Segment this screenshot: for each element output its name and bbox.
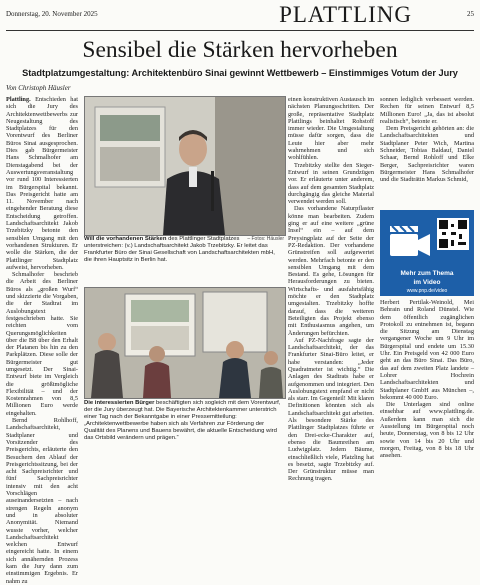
photo-illustration <box>85 288 285 398</box>
article-byline: Von Christoph Häusler <box>6 84 71 92</box>
caption-lead: Will die vorhandenen Stärken <box>84 236 167 242</box>
paragraph: sonnen lediglich verbessert werden. Rechen für seinen Entwurf 8,5 Millionen Euro! „Ja, das ist absolut realistisch“, betonte er. <box>380 96 474 125</box>
dateline: Plattling. <box>6 96 31 103</box>
caption-text: beschäftigten sich sogleich mit dem Vorentwurf, der die Jury überzeugt hat. Die Bayerische Architektenkammer unterstrich einer Tag nach der Bekanntgabe in einer Pressemitteilung: „Architektenwettbewerbe haben sich als Verfahren zur Förderung der Qualität des Planens und Bauens bewährt, die aktuelle Entscheidung wird das Ortsbild verändern und prägen.“ <box>84 400 281 441</box>
paragraph: Entschieden hat sich die Jury des Architektenwettbewerbs zur Neugestaltung des Stadtplatzes für den Vorentwurf des Berliner Büros Sinai ausgesprochen. Dies gab Bürgermeister Hans Schmalhofer am Dienstagabend bei der Auswertungsveranstaltung vor rund 100 Interessierten im Bürgerspital bekannt. Das Preisgericht hatte am 11. November nach eingehender Beratung diese Entscheidung getroffen. Landschaftsarchitekt Jakob Trzebitzky betonte den sensiblen Umgang mit den vorhandenen Strukturen. Er wolle die Stärken, die der Plattlinger Stadtplatz aufweist, hervorheben. <box>6 96 79 271</box>
paragraph: einen konstruktiven Austausch im nächsten Planungsschritten. Der große, repräsentative Stadtplatz Plattlings beinhaltet Rohstoff immer wieder. Die Umgestaltung müsse dafür sorgen, dass die Leute hier aber mehr wahrnehmen und sich wohlfühlen. <box>288 96 374 162</box>
page-header <box>6 2 474 31</box>
article-subheadline: Stadtplatzumgestaltung: Architektenbüro Sinai gewinnt Wettbewerb – Einstimmiges Votum der Jury <box>22 68 458 78</box>
article-column-3 <box>288 96 374 483</box>
article-headline: Sensibel die Stärken hervorheben <box>82 37 398 63</box>
paragraph: Trzebitzky stellte den Sieger-Entwurf in seinen Grundzügen vor. Er erläuterte unter anderem, dass auf dem gesamten Stadtplatz durchgängig das gleiche Material verwendet werden soll. <box>288 161 374 206</box>
photo-architect-speaking <box>84 96 286 236</box>
paragraph: Bernd Rohlhoff, Landschaftsarchitekt, Stadtplaner und Vorsitzender des Preisgerichts, erläuterte den Besuchern den Ablauf der Preisgerichtssitzung, bei der acht Sachpreisrichter und fünf Sachpreisrichter intensiv mit den acht Vorschlägen auseinandersetzten – nach strengen Regeln anonym und in absoluter Anonymität. Niemand wusste vorher, welcher Landschaftsarchitekt welchen Entwurf eingereicht hatte. In einem sich annähernden Prozess kam die Jury dann zum einstimmigen Ergebnis. Er nahm zu <box>6 417 78 585</box>
caption-text: des Plattlinger Stadtplatzes unterstreichen: (v.) Landschaftsarchitekt Jakob Trzebitzky. Er leitet das Frankfurter Büro der Sinai Gesellschaft von Landschaftsarchitekten mbH, die ihren Hauptsitz in Berlin hat. <box>84 236 275 263</box>
photo-caption-2 <box>84 400 284 442</box>
video-promo-box[interactable] <box>380 210 474 296</box>
issue-date: Donnerstag, 20. November 2025 <box>6 10 98 18</box>
photo-illustration <box>85 97 285 235</box>
paragraph: Dem Preisgericht gehörten an: die Landschaftsarchitekten und Stadtplaner Peter Wich, Martina Schneider, Tobias Baldauf, Daniel Schaar, Bernd Rohloff und Elke Berger, Sachpreisrichter waren Bürgermeister Hans Schmalhofer und die Stadträtin Markus Schmid, <box>380 125 474 184</box>
promo-url[interactable]: www.pnp.de/video <box>406 288 448 294</box>
paragraph: Auf PZ-Nachfrage sagte der Landschaftsarchitekt, der das Frankfurter Sinai-Büro leitet, er habe verstanden: „Jeder Quadratmeter ist wichtig.“ Die Anlagen des Stadtrats habe er aufgenommen und integriert. Den Auslobungstext empfand er nicht als starr. Im Gegenteil! Mit klaren Definitionen könnten sich als Landschaftsarchitekt gut arbeiten. Als besondere Stärke des Plattlinger Stadtplatzes führte er den Drei-ecke-Charakter auf, ebenso die Baumreihen am Ludwigplatz. Jedem Bäume, einschließlich viele, Platzling hat es besetzt, sagte Trzebitzky auf. Der Grünstruktur müsse man Rechnung tragen. <box>288 336 374 483</box>
caption-lead: Die interessierten Bürger <box>84 400 155 406</box>
article-column-1 <box>6 96 79 585</box>
promo-text: Mehr zum Thema <box>400 270 454 277</box>
article-column-4-continued <box>380 299 474 460</box>
page-number: 25 <box>467 10 474 18</box>
paragraph: Schmalhofer beschrieb die Arbeit des Berliner Büros als „großen Wurf“ und skizzierte die Vorgaben, die der Stadtrat im Auslobungstext festgeschrieben hatte. Sie reichten vom Querungsmöglichkeiten über die B8 über den Erhalt der Platanen bis hin zu den Parkplätzen. Diese solle der Bürgermeister gut umgesetzt. Der Sinai-Entwurf biete im Vergleich die größtmögliche Flexibilität – und der Kostenrahmen von 8,5 Millionen Euro werde eingehalten. <box>6 271 78 417</box>
article-column-4 <box>380 96 474 208</box>
promo-text: im Video <box>413 279 441 286</box>
section-title: PLATTLING <box>279 2 412 27</box>
paragraph: Herbert Pertilak-Weinold, Mei Behrain und Roland Dünstel. Wie dem öffentlich zugänglichen Protokoll zu entnehmen ist, begann die Sitzung am Dienstag vergangener Woche um 9 Uhr im Bürgerspital und endete um 15.30 Uhr. Ein Preisgeld von 42 000 Euro geht an das Büro Sinai. Das Büro, das auf dem zweiten Platz landete – Lohrer Hochrein Landschaftsarchitekten und Stadtplaner GmbH aus München –, bekommt 40 000 Euro. <box>380 299 474 401</box>
qr-code[interactable] <box>437 218 469 250</box>
photo-credit: – Fotos: Häusler <box>247 236 284 242</box>
photo-caption-1 <box>84 236 284 264</box>
paragraph: Die Unterlagen sind online einsehbar auf www.plattling.de. Außerdem kann man sich die Ausstellung im Bürgerspital noch heute, Donnerstag, von 8 bis 12 Uhr sowie von 14 bis 20 Uhr und morgen, Freitag, von 8 bis 18 Uhr ansehen. <box>380 401 474 460</box>
photo-citizens-viewing <box>84 287 286 399</box>
paragraph: Das vorhandene Naturpflaster könne man bearbeiten. Zudem ging er auf eine weitere „grüne Insel“ ein – auf dem Preysingplatz auf der Seite der PZ-Redaktion. Der vorhandene Grünstreifen soll aufgewertet werden. Mehrfach betonte er den sensiblen Umgang mit dem Bestand. Es gehe, Lösungen für Herausforderungen zu bieten. Wirtschafts- und ausfahrtsfähig möchte er den Stadtplatz umgestalten. Trzebitzky hoffte darauf, dass die weiteren Beteiligten das Projekt ebenso mit Enthusiasmus angehen, um Änderungen befürchten. <box>288 205 374 337</box>
video-camera-icon <box>388 218 434 266</box>
